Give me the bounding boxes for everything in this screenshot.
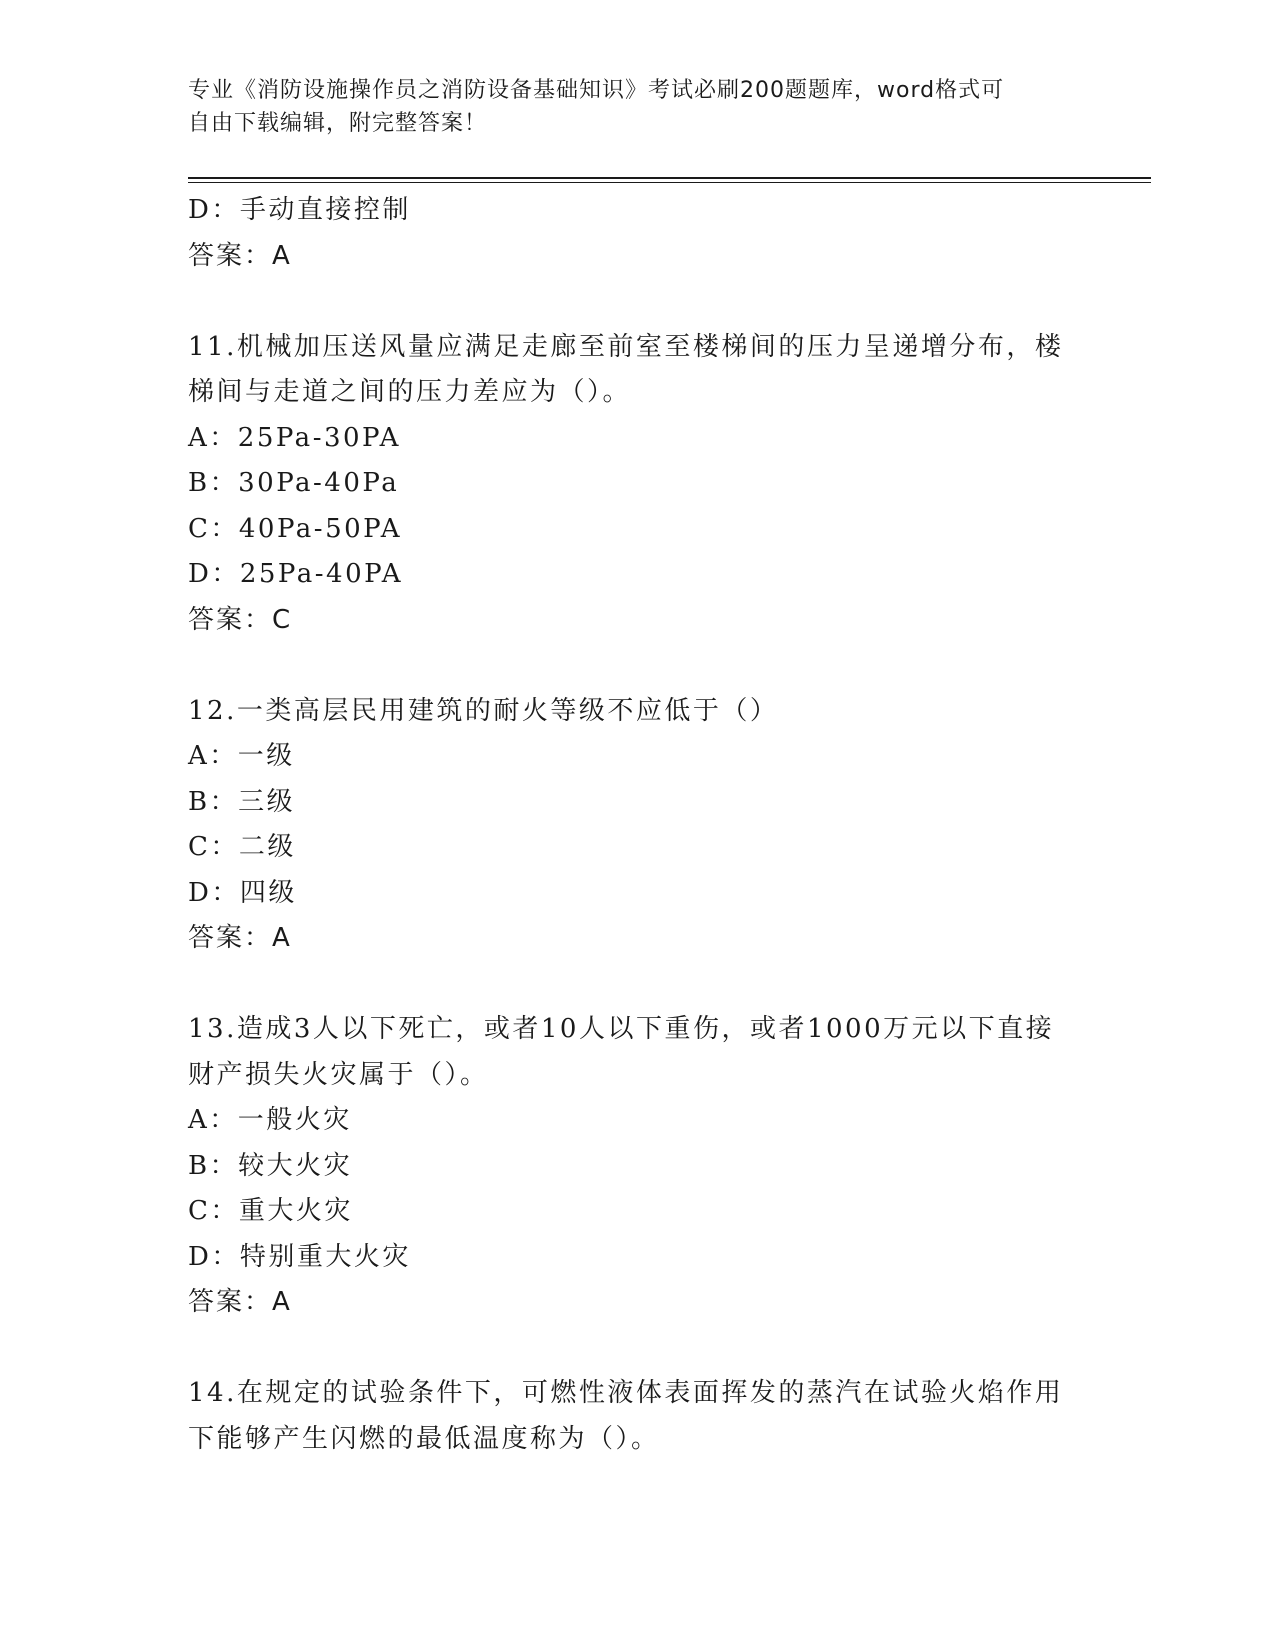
option-a: A：25Pa-30PA xyxy=(188,422,401,453)
header-line-1: 专业《消防设施操作员之消防设备基础知识》考试必刷200题题库，word格式可 xyxy=(188,78,1005,103)
question-text-line: 梯间与走道之间的压力差应为（）。 xyxy=(188,377,632,407)
question-text-line: 下能够产生闪燃的最低温度称为（）。 xyxy=(188,1423,660,1454)
option-b: B：三级 xyxy=(188,786,296,817)
option-b: B：30Pa-40Pa xyxy=(188,468,400,498)
question-12 xyxy=(188,689,1088,962)
option-c: C：重大火灾 xyxy=(188,1196,353,1226)
question-14 xyxy=(188,1371,1088,1462)
question-text-line: 财产损失火灾属于（）。 xyxy=(188,1059,489,1090)
option-d: D：四级 xyxy=(188,877,297,908)
option-c: C：40Pa-50PA xyxy=(188,513,403,544)
question-11 xyxy=(188,325,1088,644)
question-13 xyxy=(188,1007,1088,1326)
question-text-line: 14.在规定的试验条件下，可燃性液体表面挥发的蒸汽在试验火焰作用 xyxy=(188,1378,1064,1408)
header-line-2: 自由下载编辑，附完整答案！ xyxy=(188,111,488,136)
option-a: A：一级 xyxy=(188,741,295,771)
header-divider-thin xyxy=(188,182,1151,183)
document-header xyxy=(188,74,1068,140)
answer: 答案：C xyxy=(188,604,293,635)
option-d: D：特别重大火灾 xyxy=(188,1241,411,1272)
prev-option-d: D：手动直接控制 xyxy=(188,195,411,225)
option-c: C：二级 xyxy=(188,832,296,862)
question-text-line: 13.造成3人以下死亡，或者10人以下重伤，或者1000万元以下直接 xyxy=(188,1014,1055,1044)
option-d: D：25Pa-40PA xyxy=(188,559,404,589)
answer: 答案：A xyxy=(188,1287,292,1317)
prev-answer: 答案：A xyxy=(188,240,292,271)
header-divider-thick xyxy=(188,177,1151,179)
answer: 答案：A xyxy=(188,923,292,953)
question-list xyxy=(188,188,1088,1462)
question-text-line: 12.一类高层民用建筑的耐火等级不应低于（） xyxy=(188,695,779,726)
question-text-line: 11.机械加压送风量应满足走廊至前室至楼梯间的压力呈递增分布，楼 xyxy=(188,331,1064,362)
option-b: B：较大火灾 xyxy=(188,1150,353,1181)
option-a: A：一般火灾 xyxy=(188,1105,352,1135)
